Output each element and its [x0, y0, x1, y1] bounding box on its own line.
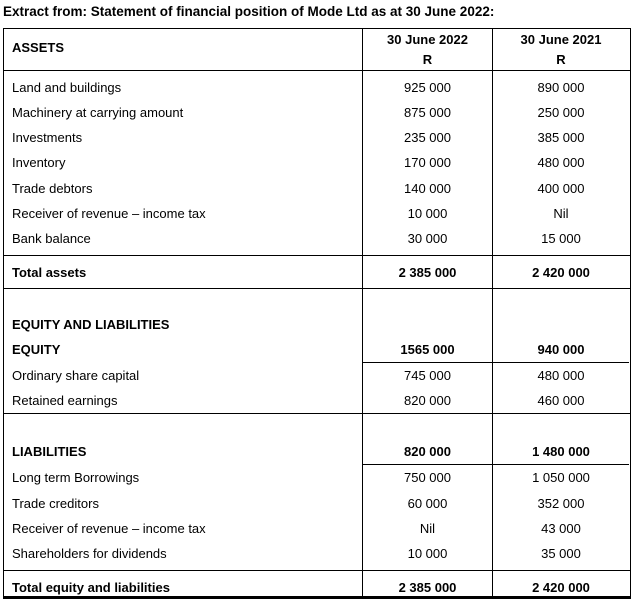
value-2021: 352 000 — [537, 496, 585, 511]
row-label: Inventory — [12, 155, 66, 170]
column-header-2021: 30 June 2021 — [520, 32, 602, 47]
value-2022: 875 000 — [404, 105, 451, 120]
value-2022: 10 000 — [407, 546, 448, 561]
equity-total-underline — [363, 362, 629, 363]
document-title: Extract from: Statement of financial position of Mode Ltd as at 30 June 2022: — [3, 4, 495, 19]
row-label: Ordinary share capital — [12, 368, 140, 383]
liabilities-label: LIABILITIES — [12, 444, 87, 459]
column-unit-2022: R — [422, 52, 433, 67]
column-unit-2021: R — [556, 52, 566, 67]
equity-2022: 1565 000 — [400, 342, 455, 357]
grand-total-bottom-line — [3, 596, 631, 599]
total-equity-liabilities-label: Total equity and liabilities — [12, 580, 170, 595]
value-2021: 35 000 — [541, 546, 581, 561]
value-2022: 140 000 — [404, 181, 451, 196]
grand-total-top-line — [3, 570, 631, 571]
equity-label: EQUITY — [12, 342, 61, 357]
equity-section-bottom-line — [3, 413, 631, 414]
row-label: Machinery at carrying amount — [12, 105, 184, 120]
value-2021: 43 000 — [541, 521, 581, 536]
liabilities-2021: 1 480 000 — [532, 444, 590, 459]
row-label: Bank balance — [12, 231, 91, 246]
value-2022: Nil — [419, 521, 436, 536]
value-2022: 30 000 — [407, 231, 448, 246]
row-label: Receiver of revenue – income tax — [12, 521, 206, 536]
column-header-2022: 30 June 2022 — [387, 32, 468, 47]
row-label: Receiver of revenue – income tax — [12, 206, 206, 221]
row-label: Trade debtors — [12, 181, 93, 196]
row-label: Retained earnings — [12, 393, 118, 408]
value-2021: 400 000 — [537, 181, 585, 196]
liabilities-total-underline — [363, 464, 629, 465]
total-assets-2022: 2 385 000 — [398, 265, 457, 280]
value-2022: 60 000 — [407, 496, 448, 511]
value-2021: 890 000 — [537, 80, 585, 95]
row-label: Long term Borrowings — [12, 470, 140, 485]
value-2021: 15 000 — [541, 231, 581, 246]
assets-total-bottom-line — [3, 288, 631, 289]
value-2022: 235 000 — [404, 130, 451, 145]
value-2021: 250 000 — [537, 105, 585, 120]
total-equity-liabilities-2021: 2 420 000 — [532, 580, 590, 595]
value-2022: 10 000 — [407, 206, 448, 221]
value-2021: 460 000 — [537, 393, 585, 408]
value-2022: 170 000 — [404, 155, 451, 170]
equity-and-liabilities-heading: EQUITY AND LIABILITIES — [12, 317, 170, 332]
row-label: Investments — [12, 130, 83, 145]
row-label: Trade creditors — [12, 496, 99, 511]
value-2021: 480 000 — [537, 368, 585, 383]
total-equity-liabilities-2022: 2 385 000 — [398, 580, 457, 595]
value-2021: 1 050 000 — [532, 470, 590, 485]
value-2022: 820 000 — [404, 393, 451, 408]
assets-total-top-line — [3, 255, 631, 256]
value-2022: 745 000 — [404, 368, 451, 383]
value-2021: Nil — [553, 206, 569, 221]
value-2022: 925 000 — [404, 80, 451, 95]
total-assets-label: Total assets — [12, 265, 87, 280]
row-label: Shareholders for dividends — [12, 546, 167, 561]
value-2021: 385 000 — [537, 130, 585, 145]
assets-heading: ASSETS — [12, 40, 65, 55]
value-2022: 750 000 — [404, 470, 451, 485]
total-assets-2021: 2 420 000 — [532, 265, 590, 280]
value-2021: 480 000 — [537, 155, 585, 170]
equity-2021: 940 000 — [537, 342, 585, 357]
liabilities-2022: 820 000 — [404, 444, 451, 459]
header-separator — [3, 70, 631, 71]
row-label: Land and buildings — [12, 80, 122, 95]
